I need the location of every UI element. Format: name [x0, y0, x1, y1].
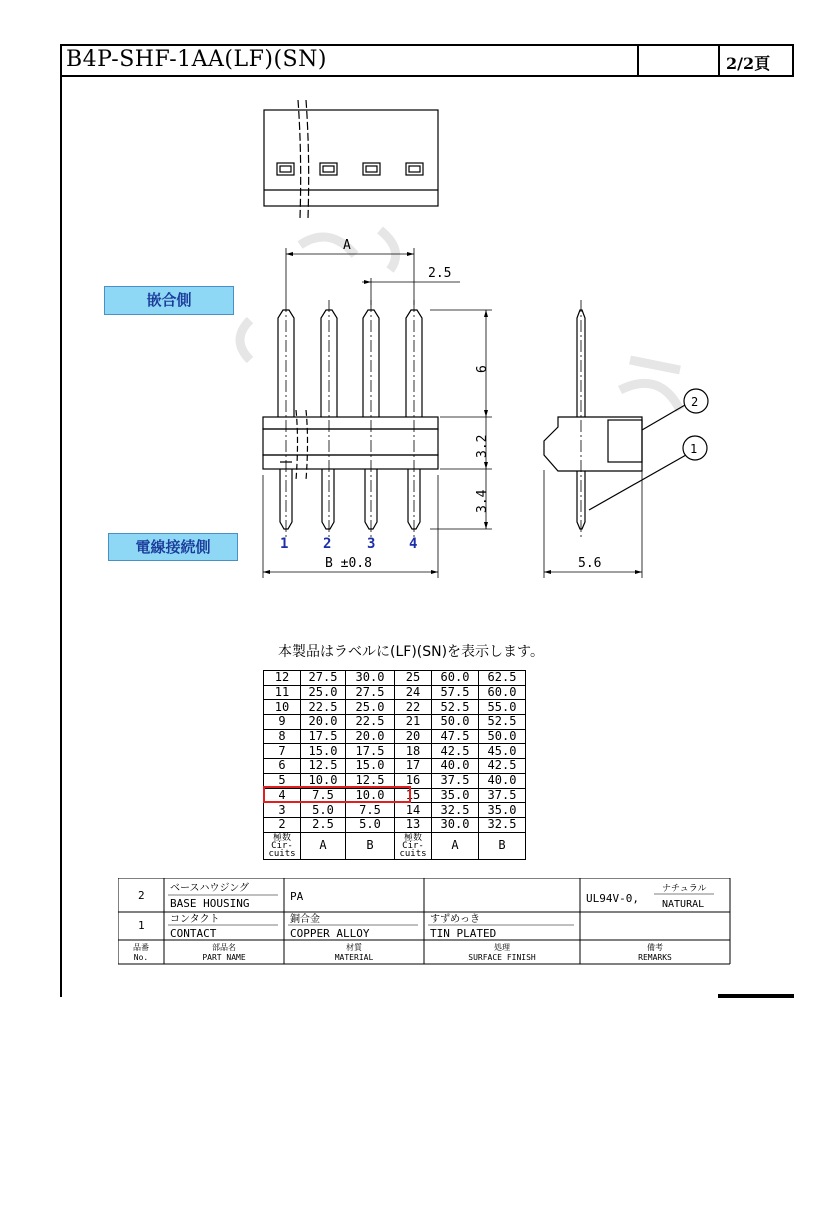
table-cell: 17.5	[346, 744, 395, 759]
table-cell: 12	[264, 671, 301, 686]
header-name-en: PART NAME	[202, 953, 246, 962]
table-cell: 35.0	[479, 803, 526, 818]
frame-corner-mark	[718, 994, 794, 998]
table-cell: 35.0	[432, 788, 479, 803]
table-cell: 10.0	[301, 773, 346, 788]
table-row	[264, 715, 526, 730]
table-cell: 12.5	[301, 759, 346, 774]
highlight-box-4-circuits	[263, 786, 411, 803]
table-cell: 52.5	[479, 715, 526, 730]
table-cell: 11	[264, 685, 301, 700]
header-material-en: MATERIAL	[334, 953, 374, 962]
table-row	[264, 744, 526, 759]
dim-pitch-label: 2.5	[428, 266, 452, 281]
table-cell: 17.5	[301, 729, 346, 744]
callout-2: 2	[691, 395, 699, 409]
table-cell: 4	[264, 788, 301, 803]
table-cell: 20.0	[346, 729, 395, 744]
part-remarks-en: NATURAL	[662, 899, 705, 910]
table-cell: 21	[395, 715, 432, 730]
page-number: 2/2頁	[726, 54, 771, 73]
circuits-header-jp: 極数	[403, 832, 422, 843]
table-row	[264, 685, 526, 700]
col-a-header: A	[432, 832, 479, 859]
table-cell: 17	[395, 759, 432, 774]
table-cell: 12.5	[346, 773, 395, 788]
table-cell: 60.0	[432, 671, 479, 686]
table-cell: 25.0	[301, 685, 346, 700]
table-cell: 32.5	[479, 817, 526, 832]
parts-table	[118, 878, 732, 968]
part-no: 1	[138, 919, 145, 932]
header-no-jp: 品番	[133, 943, 149, 952]
circuits-header-jp: 極数	[272, 832, 291, 843]
table-cell: 22.5	[346, 715, 395, 730]
table-cell: 57.5	[432, 685, 479, 700]
header-finish-en: SURFACE FINISH	[468, 953, 536, 962]
wire-side-label: 電線接続側	[108, 533, 238, 561]
part-name-en: BASE HOUSING	[170, 897, 250, 910]
table-cell: 40.0	[432, 759, 479, 774]
table-cell: 2.5	[301, 817, 346, 832]
part-finish-jp: すずめっき	[430, 914, 480, 925]
header-material-jp: 材質	[346, 943, 362, 952]
table-cell: 2	[264, 817, 301, 832]
table-cell: 9	[264, 715, 301, 730]
part-name-jp: ベースハウジング	[170, 883, 250, 894]
table-cell: 15.0	[301, 744, 346, 759]
table-cell: 15	[395, 788, 432, 803]
table-cell: 10.0	[346, 788, 395, 803]
part-material: PA	[290, 890, 304, 903]
circuits-header-en: Cir-	[402, 840, 424, 851]
dim-3-4-label: 3.4	[475, 489, 490, 513]
table-cell: 5.0	[346, 817, 395, 832]
part-finish-en: TIN PLATED	[430, 927, 497, 940]
table-row	[264, 759, 526, 774]
dim-6-label: 6	[475, 365, 490, 373]
header-name-jp: 部品名	[212, 943, 236, 952]
part-no: 2	[138, 889, 145, 902]
table-cell: 60.0	[479, 685, 526, 700]
table-row	[264, 729, 526, 744]
table-cell: 18	[395, 744, 432, 759]
col-b-header: B	[479, 832, 526, 859]
table-cell: 50.0	[432, 715, 479, 730]
circuits-header-en: cuits	[268, 848, 296, 859]
table-row	[264, 803, 526, 818]
table-cell: 20	[395, 729, 432, 744]
dim-3-2-label: 3.2	[475, 434, 490, 458]
table-cell: 6	[264, 759, 301, 774]
table-cell: 20.0	[301, 715, 346, 730]
table-cell: 27.5	[301, 671, 346, 686]
mating-side-label: 嵌合側	[104, 286, 234, 315]
table-cell: 30.0	[346, 671, 395, 686]
side-view	[544, 300, 708, 540]
circuits-header-en: Cir-	[271, 840, 293, 851]
part-remarks: UL94V-0,	[586, 892, 639, 905]
dim-b-label: B ±0.8	[325, 556, 372, 571]
table-cell: 32.5	[432, 803, 479, 818]
part-name-en: CONTACT	[170, 927, 217, 940]
table-cell: 3	[264, 803, 301, 818]
top-view	[264, 100, 438, 218]
dim-5-6-label: 5.6	[578, 556, 602, 571]
table-cell: 15.0	[346, 759, 395, 774]
part-number-title: B4P-SHF-1AA(LF)(SN)	[66, 47, 327, 72]
table-cell: 52.5	[432, 700, 479, 715]
header-no-en: No.	[133, 953, 149, 962]
table-cell: 22	[395, 700, 432, 715]
table-cell: 14	[395, 803, 432, 818]
table-cell: 47.5	[432, 729, 479, 744]
table-cell: 42.5	[479, 759, 526, 774]
dim-a-label: A	[343, 238, 351, 253]
table-cell: 7	[264, 744, 301, 759]
dimension-table	[263, 670, 526, 860]
pin-number: 1	[280, 536, 289, 552]
table-row	[264, 817, 526, 832]
table-row	[264, 671, 526, 686]
table-cell: 16	[395, 773, 432, 788]
table-cell: 50.0	[479, 729, 526, 744]
pin-number: 3	[367, 536, 376, 552]
header-finish-jp: 処理	[494, 943, 510, 952]
label-note: 本製品はラベルに(LF)(SN)を表示します。	[278, 644, 544, 660]
part-name-jp: コンタクト	[170, 914, 220, 925]
table-cell: 40.0	[479, 773, 526, 788]
table-cell: 42.5	[432, 744, 479, 759]
pin-numbers	[280, 536, 417, 552]
header-remarks-en: REMARKS	[638, 953, 672, 962]
table-cell: 55.0	[479, 700, 526, 715]
header-remarks-jp: 備考	[647, 943, 663, 952]
pin-number: 4	[409, 536, 418, 552]
table-cell: 5.0	[301, 803, 346, 818]
table-cell: 10	[264, 700, 301, 715]
table-cell: 37.5	[479, 788, 526, 803]
table-cell: 45.0	[479, 744, 526, 759]
col-a-header: A	[301, 832, 346, 859]
table-cell: 8	[264, 729, 301, 744]
table-cell: 30.0	[432, 817, 479, 832]
watermark	[240, 230, 680, 410]
callout-1: 1	[690, 442, 698, 456]
part-material-jp: 銅合金	[290, 914, 320, 925]
table-cell: 24	[395, 685, 432, 700]
front-view	[263, 300, 438, 540]
table-row	[264, 700, 526, 715]
table-cell: 25.0	[346, 700, 395, 715]
part-remarks-jp: ナチュラル	[662, 884, 707, 894]
table-cell: 25	[395, 671, 432, 686]
table-cell: 62.5	[479, 671, 526, 686]
table-cell: 37.5	[432, 773, 479, 788]
table-cell: 13	[395, 817, 432, 832]
part-material: COPPER ALLOY	[290, 927, 370, 940]
table-cell: 7.5	[301, 788, 346, 803]
table-cell: 27.5	[346, 685, 395, 700]
table-cell: 7.5	[346, 803, 395, 818]
circuits-header-en: cuits	[399, 848, 427, 859]
table-cell: 5	[264, 773, 301, 788]
table-header-row	[264, 832, 526, 859]
table-cell: 22.5	[301, 700, 346, 715]
col-b-header: B	[346, 832, 395, 859]
pin-number: 2	[323, 536, 332, 552]
